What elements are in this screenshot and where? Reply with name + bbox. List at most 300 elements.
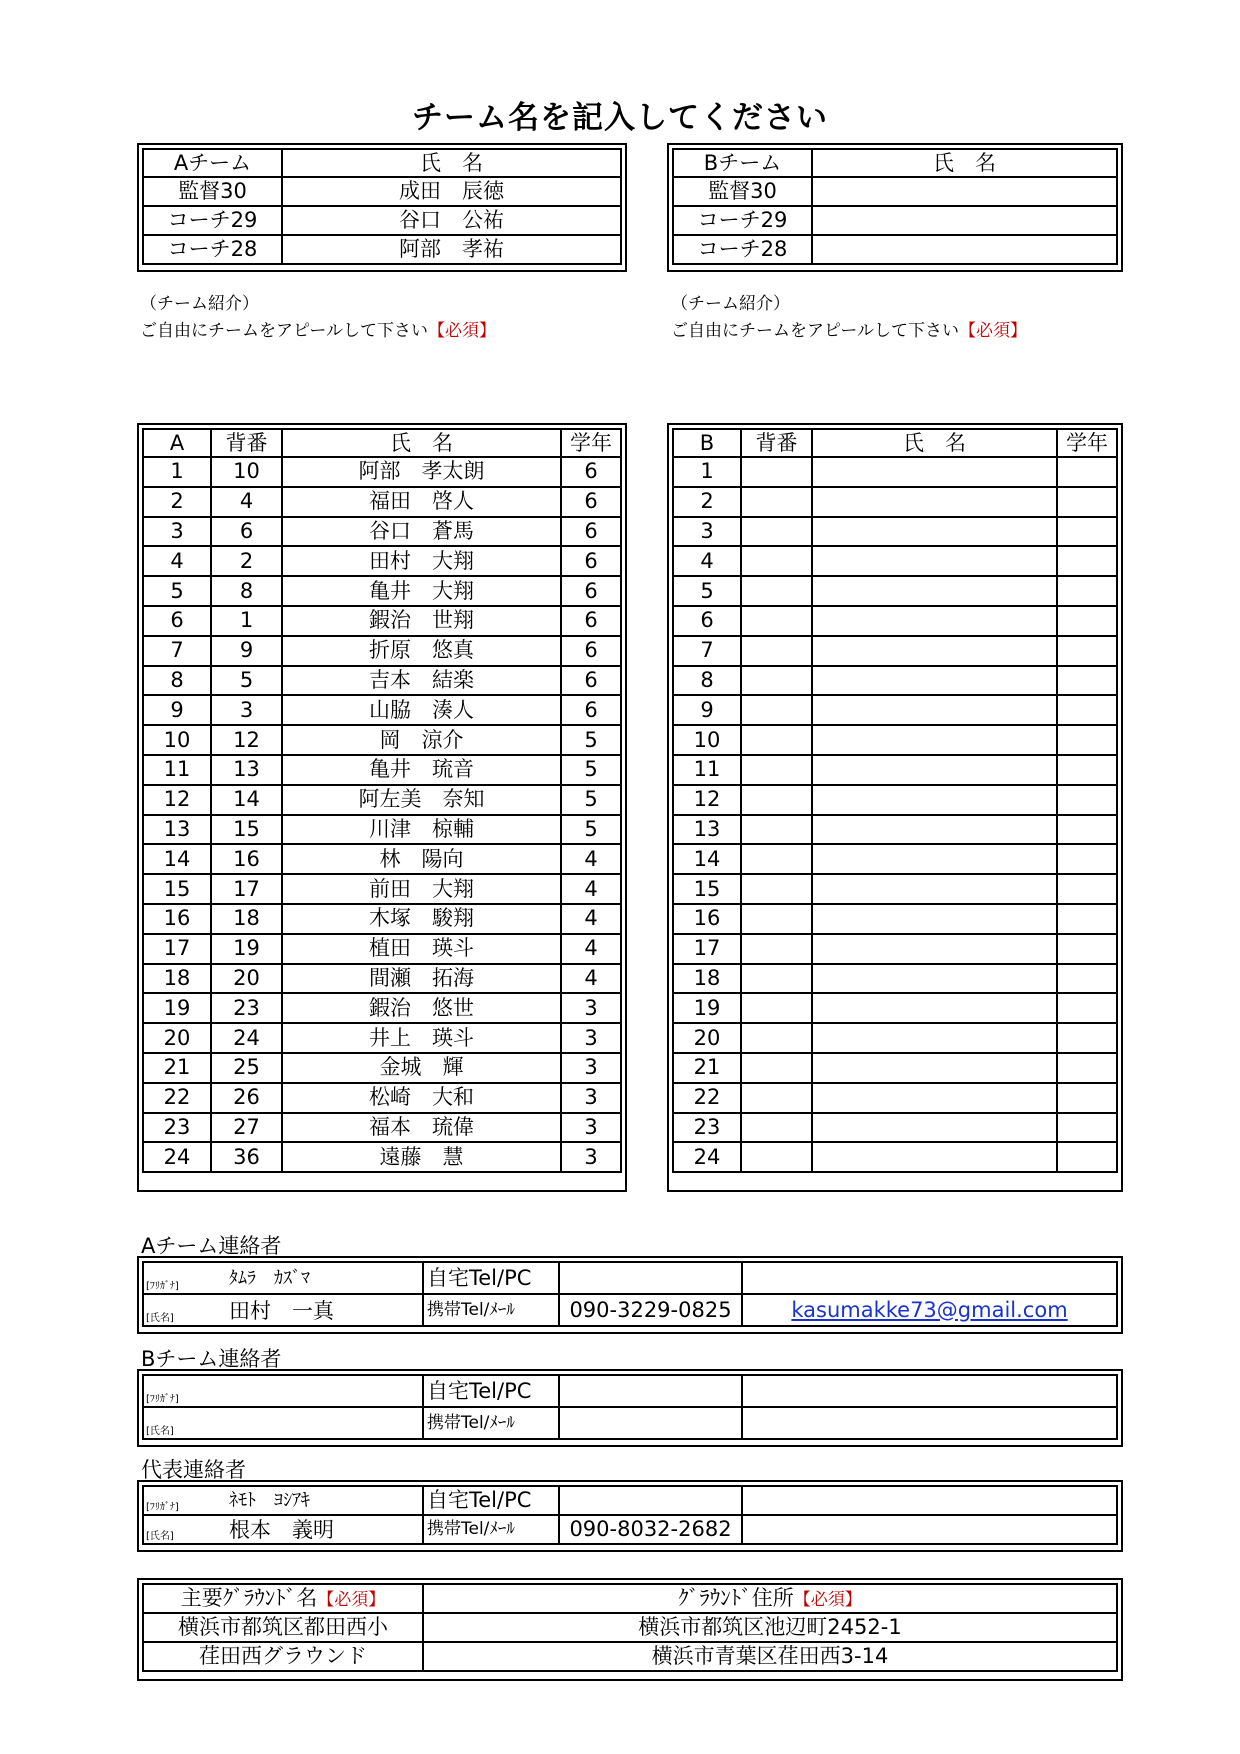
roster-index: 1	[143, 457, 211, 487]
roster-player-name[interactable]: 亀井 大翔	[282, 576, 561, 606]
staff-a-name[interactable]: 阿部 孝祐	[282, 235, 621, 264]
ground-header-address-text: ｸﾞﾗｳﾝﾄﾞ住所	[678, 1586, 794, 1610]
roster-player-name[interactable]: 川津 椋輔	[282, 815, 561, 845]
roster-grade[interactable]: 3	[561, 993, 621, 1023]
roster-header-name: 氏 名	[812, 429, 1057, 457]
roster-number[interactable]	[741, 755, 812, 785]
ground-header-name-text: 主要ｸﾞﾗｳﾝﾄﾞ名	[180, 1586, 318, 1610]
roster-player-name[interactable]: 亀井 琉音	[282, 755, 561, 785]
roster-player-name[interactable]	[812, 815, 1057, 845]
roster-player-name[interactable]: 阿部 孝太朗	[282, 457, 561, 487]
roster-grade[interactable]: 5	[561, 725, 621, 755]
mobile-label: 携帯Tel/ﾒｰﾙ	[423, 1407, 559, 1439]
staff-a-role: コーチ28	[143, 235, 282, 264]
roster-index: 8	[143, 666, 211, 696]
mobile-value[interactable]	[559, 1407, 742, 1439]
roster-number[interactable]	[741, 457, 812, 487]
roster-index: 12	[673, 785, 741, 815]
roster-row	[143, 964, 621, 994]
roster-grade[interactable]	[1057, 1053, 1117, 1083]
roster-grade[interactable]	[1057, 666, 1117, 696]
roster-number[interactable]	[741, 993, 812, 1023]
required-mark: 【必須】	[427, 321, 496, 341]
roster-row	[673, 1083, 1117, 1113]
roster-row	[673, 844, 1117, 874]
staff-table-a	[137, 143, 627, 272]
roster-player-name[interactable]	[812, 934, 1057, 964]
roster-row	[673, 904, 1117, 934]
staff-b-role: コーチ28	[673, 235, 812, 264]
roster-grade[interactable]	[1057, 487, 1117, 517]
roster-player-name[interactable]	[812, 874, 1057, 904]
roster-grade[interactable]	[1057, 964, 1117, 994]
roster-grade[interactable]: 6	[561, 457, 621, 487]
roster-number[interactable]: 9	[211, 636, 282, 666]
roster-grade[interactable]	[1057, 517, 1117, 547]
furigana-cell[interactable]	[143, 1375, 423, 1407]
staff-b-role: コーチ29	[673, 206, 812, 235]
roster-player-name[interactable]: 林 陽向	[282, 844, 561, 874]
roster-number[interactable]: 25	[211, 1053, 282, 1083]
roster-player-name[interactable]	[812, 666, 1057, 696]
roster-grade[interactable]: 3	[561, 1053, 621, 1083]
roster-number[interactable]	[741, 1083, 812, 1113]
roster-grade[interactable]: 3	[561, 1142, 621, 1172]
roster-row	[673, 964, 1117, 994]
roster-index: 4	[673, 546, 741, 576]
roster-row	[673, 487, 1117, 517]
roster-index: 7	[673, 636, 741, 666]
furigana-cell[interactable]	[143, 1262, 423, 1294]
mobile-value[interactable]: 090-8032-2682	[559, 1515, 742, 1544]
roster-header-index: A	[143, 429, 211, 457]
roster-player-name[interactable]	[812, 904, 1057, 934]
roster-player-name[interactable]: 福本 琉偉	[282, 1113, 561, 1143]
home-extra[interactable]	[742, 1262, 1117, 1294]
roster-number[interactable]	[741, 1053, 812, 1083]
home-extra[interactable]	[742, 1486, 1117, 1515]
roster-grade[interactable]	[1057, 1113, 1117, 1143]
roster-index: 16	[673, 904, 741, 934]
roster-number[interactable]	[741, 725, 812, 755]
roster-number[interactable]: 36	[211, 1142, 282, 1172]
roster-player-name[interactable]: 吉本 結楽	[282, 666, 561, 696]
roster-grade[interactable]	[1057, 1083, 1117, 1113]
roster-number[interactable]: 14	[211, 785, 282, 815]
roster-number[interactable]	[741, 487, 812, 517]
roster-number[interactable]: 17	[211, 874, 282, 904]
roster-number[interactable]: 20	[211, 964, 282, 994]
roster-grade[interactable]: 6	[561, 487, 621, 517]
roster-player-name[interactable]	[812, 993, 1057, 1023]
email-link[interactable]: kasumakke73@gmail.com	[791, 1297, 1068, 1322]
roster-number[interactable]	[741, 666, 812, 696]
roster-number[interactable]: 19	[211, 934, 282, 964]
roster-row	[143, 874, 621, 904]
contact-table-b	[137, 1369, 1123, 1447]
roster-index: 7	[143, 636, 211, 666]
roster-row	[673, 934, 1117, 964]
roster-player-name[interactable]: 金城 輝	[282, 1053, 561, 1083]
staff-a-name[interactable]: 谷口 公祐	[282, 206, 621, 235]
roster-header-grade: 学年	[561, 429, 621, 457]
home-value[interactable]	[559, 1486, 742, 1515]
staff-b-role: 監督30	[673, 177, 812, 206]
roster-row	[143, 1053, 621, 1083]
roster-index: 13	[673, 815, 741, 845]
roster-grade[interactable]	[1057, 457, 1117, 487]
ground-address[interactable]: 横浜市都筑区池辺町2452-1	[423, 1613, 1117, 1642]
roster-number[interactable]: 1	[211, 606, 282, 636]
roster-grade[interactable]: 6	[561, 606, 621, 636]
roster-grade[interactable]	[1057, 844, 1117, 874]
team-intro-label: （チーム紹介）	[671, 294, 790, 314]
roster-index: 20	[673, 1023, 741, 1053]
roster-grade[interactable]	[1057, 606, 1117, 636]
team-intro-text: ご自由にチームをアピールして下さい	[140, 321, 428, 341]
contact-a-title: Aチーム連絡者	[141, 1234, 282, 1258]
roster-row	[673, 666, 1117, 696]
roster-grade[interactable]	[1057, 1023, 1117, 1053]
email-value[interactable]	[742, 1515, 1117, 1544]
roster-row	[673, 1142, 1117, 1172]
roster-grade[interactable]	[1057, 636, 1117, 666]
roster-grade[interactable]: 6	[561, 695, 621, 725]
team-intro-text: ご自由にチームをアピールして下さい	[671, 321, 959, 341]
roster-player-name[interactable]	[812, 517, 1057, 547]
roster-player-name[interactable]: 田村 大翔	[282, 546, 561, 576]
staff-b-name[interactable]	[812, 206, 1117, 235]
roster-grade[interactable]	[1057, 755, 1117, 785]
roster-index: 15	[673, 874, 741, 904]
roster-player-name[interactable]: 間瀬 拓海	[282, 964, 561, 994]
roster-index: 1	[673, 457, 741, 487]
home-label: 自宅Tel/PC	[423, 1262, 559, 1294]
roster-index: 11	[673, 755, 741, 785]
roster-row	[143, 457, 621, 487]
roster-row	[673, 1023, 1117, 1053]
roster-row	[143, 755, 621, 785]
roster-player-name[interactable]	[812, 755, 1057, 785]
roster-index: 10	[673, 725, 741, 755]
roster-player-name[interactable]: 植田 瑛斗	[282, 934, 561, 964]
roster-grade[interactable]: 4	[561, 964, 621, 994]
required-mark: 【必須】	[958, 321, 1027, 341]
staff-b-name[interactable]	[812, 177, 1117, 206]
roster-row	[673, 695, 1117, 725]
roster-index: 11	[143, 755, 211, 785]
roster-index: 5	[673, 576, 741, 606]
contact-name: 根本 義明	[229, 1518, 334, 1542]
roster-number[interactable]: 16	[211, 844, 282, 874]
name-label: [氏名]	[146, 1531, 174, 1542]
name-cell[interactable]	[143, 1515, 423, 1544]
roster-row	[143, 725, 621, 755]
home-value[interactable]	[559, 1375, 742, 1407]
roster-index: 16	[143, 904, 211, 934]
roster-player-name[interactable]	[812, 1113, 1057, 1143]
home-extra[interactable]	[742, 1375, 1117, 1407]
roster-number[interactable]: 2	[211, 546, 282, 576]
mobile-value[interactable]: 090-3229-0825	[559, 1294, 742, 1326]
staff-a-role: コーチ29	[143, 206, 282, 235]
staff-b-name[interactable]	[812, 235, 1117, 264]
roster-player-name[interactable]	[812, 546, 1057, 576]
roster-header-number: 背番	[211, 429, 282, 457]
roster-index: 21	[673, 1053, 741, 1083]
roster-row	[673, 725, 1117, 755]
roster-player-name[interactable]	[812, 457, 1057, 487]
roster-row	[143, 487, 621, 517]
contact-name: 田村 一真	[229, 1299, 334, 1323]
ground-name[interactable]: 横浜市都筑区都田西小	[143, 1613, 423, 1642]
roster-player-name[interactable]	[812, 785, 1057, 815]
team-intro-a	[140, 291, 496, 345]
roster-number[interactable]	[741, 904, 812, 934]
roster-row	[143, 666, 621, 696]
roster-index: 9	[143, 695, 211, 725]
roster-player-name[interactable]: 鍜治 悠世	[282, 993, 561, 1023]
roster-index: 6	[143, 606, 211, 636]
roster-index: 10	[143, 725, 211, 755]
roster-player-name[interactable]: 井上 瑛斗	[282, 1023, 561, 1053]
roster-number[interactable]	[741, 1113, 812, 1143]
roster-player-name[interactable]	[812, 964, 1057, 994]
roster-grade[interactable]	[1057, 1142, 1117, 1172]
roster-index: 12	[143, 785, 211, 815]
home-label: 自宅Tel/PC	[423, 1486, 559, 1515]
roster-row	[143, 934, 621, 964]
roster-index: 2	[143, 487, 211, 517]
roster-row	[143, 815, 621, 845]
roster-row	[143, 695, 621, 725]
roster-number[interactable]	[741, 844, 812, 874]
roster-grade[interactable]: 3	[561, 1023, 621, 1053]
roster-player-name[interactable]	[812, 1142, 1057, 1172]
furigana-value: ﾀﾑﾗ ｶｽﾞﾏ	[229, 1268, 310, 1289]
name-cell[interactable]	[143, 1407, 423, 1439]
roster-index: 19	[673, 993, 741, 1023]
roster-index: 14	[143, 844, 211, 874]
roster-grade[interactable]: 5	[561, 785, 621, 815]
mobile-label: 携帯Tel/ﾒｰﾙ	[423, 1294, 559, 1326]
roster-number[interactable]	[741, 1023, 812, 1053]
roster-row	[673, 874, 1117, 904]
roster-grade[interactable]: 6	[561, 636, 621, 666]
roster-number[interactable]	[741, 546, 812, 576]
roster-grade[interactable]	[1057, 874, 1117, 904]
roster-player-name[interactable]: 遠藤 慧	[282, 1142, 561, 1172]
roster-row	[673, 785, 1117, 815]
roster-number[interactable]	[741, 874, 812, 904]
roster-player-name[interactable]	[812, 725, 1057, 755]
roster-grade[interactable]: 6	[561, 576, 621, 606]
roster-grade[interactable]: 6	[561, 517, 621, 547]
roster-number[interactable]: 23	[211, 993, 282, 1023]
roster-row	[673, 517, 1117, 547]
roster-index: 15	[143, 874, 211, 904]
email-value[interactable]	[742, 1407, 1117, 1439]
mobile-label: 携帯Tel/ﾒｰﾙ	[423, 1515, 559, 1544]
page-title: チーム名を記入してください	[412, 100, 828, 136]
roster-index: 20	[143, 1023, 211, 1053]
roster-player-name[interactable]	[812, 1023, 1057, 1053]
roster-grade[interactable]: 6	[561, 546, 621, 576]
required-mark: 【必須】	[317, 1590, 386, 1610]
roster-row	[143, 1142, 621, 1172]
home-value[interactable]	[559, 1262, 742, 1294]
roster-index: 22	[673, 1083, 741, 1113]
roster-grade[interactable]	[1057, 934, 1117, 964]
roster-player-name[interactable]	[812, 606, 1057, 636]
roster-number[interactable]: 18	[211, 904, 282, 934]
roster-row	[143, 993, 621, 1023]
roster-number[interactable]	[741, 576, 812, 606]
roster-grade[interactable]: 4	[561, 904, 621, 934]
roster-grade[interactable]: 4	[561, 844, 621, 874]
roster-number[interactable]: 6	[211, 517, 282, 547]
roster-grade[interactable]	[1057, 993, 1117, 1023]
required-mark: 【必須】	[793, 1590, 862, 1610]
roster-player-name[interactable]: 木塚 駿翔	[282, 904, 561, 934]
staff-b-header-name: 氏 名	[812, 149, 1117, 177]
furigana-label: [ﾌﾘｶﾞﾅ]	[146, 1394, 179, 1405]
roster-grade[interactable]: 4	[561, 934, 621, 964]
roster-index: 3	[143, 517, 211, 547]
roster-number[interactable]	[741, 517, 812, 547]
furigana-label: [ﾌﾘｶﾞﾅ]	[146, 1502, 179, 1513]
roster-grade[interactable]: 6	[561, 666, 621, 696]
roster-number[interactable]: 15	[211, 815, 282, 845]
roster-index: 23	[143, 1113, 211, 1143]
roster-number[interactable]	[741, 606, 812, 636]
roster-row	[143, 1083, 621, 1113]
roster-header-grade: 学年	[1057, 429, 1117, 457]
roster-player-name[interactable]	[812, 576, 1057, 606]
roster-index: 14	[673, 844, 741, 874]
roster-grade[interactable]	[1057, 785, 1117, 815]
roster-player-name[interactable]: 松崎 大和	[282, 1083, 561, 1113]
roster-player-name[interactable]	[812, 487, 1057, 517]
ground-address[interactable]: 横浜市青葉区荏田西3-14	[423, 1642, 1117, 1671]
roster-index: 4	[143, 546, 211, 576]
roster-number[interactable]: 26	[211, 1083, 282, 1113]
roster-row	[673, 636, 1117, 666]
roster-player-name[interactable]: 福田 啓人	[282, 487, 561, 517]
roster-row	[143, 904, 621, 934]
roster-grade[interactable]: 5	[561, 755, 621, 785]
team-intro-label: （チーム紹介）	[140, 294, 259, 314]
name-cell[interactable]	[143, 1294, 423, 1326]
roster-row	[673, 815, 1117, 845]
roster-number[interactable]	[741, 815, 812, 845]
roster-number[interactable]	[741, 785, 812, 815]
roster-number[interactable]	[741, 1142, 812, 1172]
roster-row	[673, 1113, 1117, 1143]
roster-player-name[interactable]: 鍜治 世翔	[282, 606, 561, 636]
team-intro-b	[671, 291, 1027, 345]
furigana-cell[interactable]	[143, 1486, 423, 1515]
furigana-label: [ﾌﾘｶﾞﾅ]	[146, 1281, 179, 1292]
roster-index: 6	[673, 606, 741, 636]
roster-number[interactable]: 12	[211, 725, 282, 755]
roster-grade[interactable]: 5	[561, 815, 621, 845]
name-label: [氏名]	[146, 1313, 174, 1324]
roster-grade[interactable]	[1057, 815, 1117, 845]
roster-player-name[interactable]	[812, 844, 1057, 874]
name-label: [氏名]	[146, 1426, 174, 1437]
roster-number[interactable]: 10	[211, 457, 282, 487]
roster-index: 21	[143, 1053, 211, 1083]
roster-table-a	[137, 423, 627, 1192]
roster-grade[interactable]: 3	[561, 1113, 621, 1143]
roster-player-name[interactable]	[812, 1053, 1057, 1083]
roster-number[interactable]	[741, 964, 812, 994]
roster-grade[interactable]	[1057, 904, 1117, 934]
roster-table-b	[667, 423, 1123, 1192]
roster-number[interactable]: 24	[211, 1023, 282, 1053]
roster-player-name[interactable]	[812, 695, 1057, 725]
contact-table-rep	[137, 1480, 1123, 1552]
ground-name[interactable]: 荏田西グラウンド	[143, 1642, 423, 1671]
roster-number[interactable]	[741, 636, 812, 666]
roster-row	[673, 606, 1117, 636]
roster-row	[143, 576, 621, 606]
roster-header-name: 氏 名	[282, 429, 561, 457]
roster-player-name[interactable]	[812, 1083, 1057, 1113]
roster-index: 24	[143, 1142, 211, 1172]
roster-grade[interactable]	[1057, 546, 1117, 576]
roster-player-name[interactable]	[812, 636, 1057, 666]
roster-number[interactable]: 27	[211, 1113, 282, 1143]
roster-player-name[interactable]: 前田 大翔	[282, 874, 561, 904]
contact-rep-title: 代表連絡者	[141, 1458, 246, 1482]
roster-player-name[interactable]: 阿左美 奈知	[282, 785, 561, 815]
roster-player-name[interactable]: 山脇 湊人	[282, 695, 561, 725]
roster-number[interactable]: 13	[211, 755, 282, 785]
roster-grade[interactable]	[1057, 725, 1117, 755]
roster-grade[interactable]: 3	[561, 1083, 621, 1113]
roster-row	[143, 606, 621, 636]
roster-row	[143, 636, 621, 666]
roster-number[interactable]	[741, 695, 812, 725]
roster-index: 3	[673, 517, 741, 547]
roster-index: 19	[143, 993, 211, 1023]
staff-a-name[interactable]: 成田 辰徳	[282, 177, 621, 206]
roster-player-name[interactable]: 谷口 蒼馬	[282, 517, 561, 547]
home-label: 自宅Tel/PC	[423, 1375, 559, 1407]
roster-number[interactable]: 8	[211, 576, 282, 606]
roster-grade[interactable]	[1057, 695, 1117, 725]
roster-row	[673, 755, 1117, 785]
roster-player-name[interactable]: 岡 涼介	[282, 725, 561, 755]
roster-number[interactable]: 3	[211, 695, 282, 725]
furigana-value: ﾈﾓﾄ ﾖｼｱｷ	[229, 1490, 310, 1511]
roster-player-name[interactable]: 折原 悠真	[282, 636, 561, 666]
roster-grade[interactable]	[1057, 576, 1117, 606]
staff-a-header-team: Aチーム	[143, 149, 282, 177]
roster-row	[143, 1023, 621, 1053]
staff-b-header-team: Bチーム	[673, 149, 812, 177]
roster-row	[673, 993, 1117, 1023]
staff-a-role: 監督30	[143, 177, 282, 206]
staff-table-b	[667, 143, 1123, 272]
roster-number[interactable]: 5	[211, 666, 282, 696]
roster-number[interactable]	[741, 934, 812, 964]
roster-grade[interactable]: 4	[561, 874, 621, 904]
email-value[interactable]	[742, 1294, 1117, 1326]
roster-number[interactable]: 4	[211, 487, 282, 517]
